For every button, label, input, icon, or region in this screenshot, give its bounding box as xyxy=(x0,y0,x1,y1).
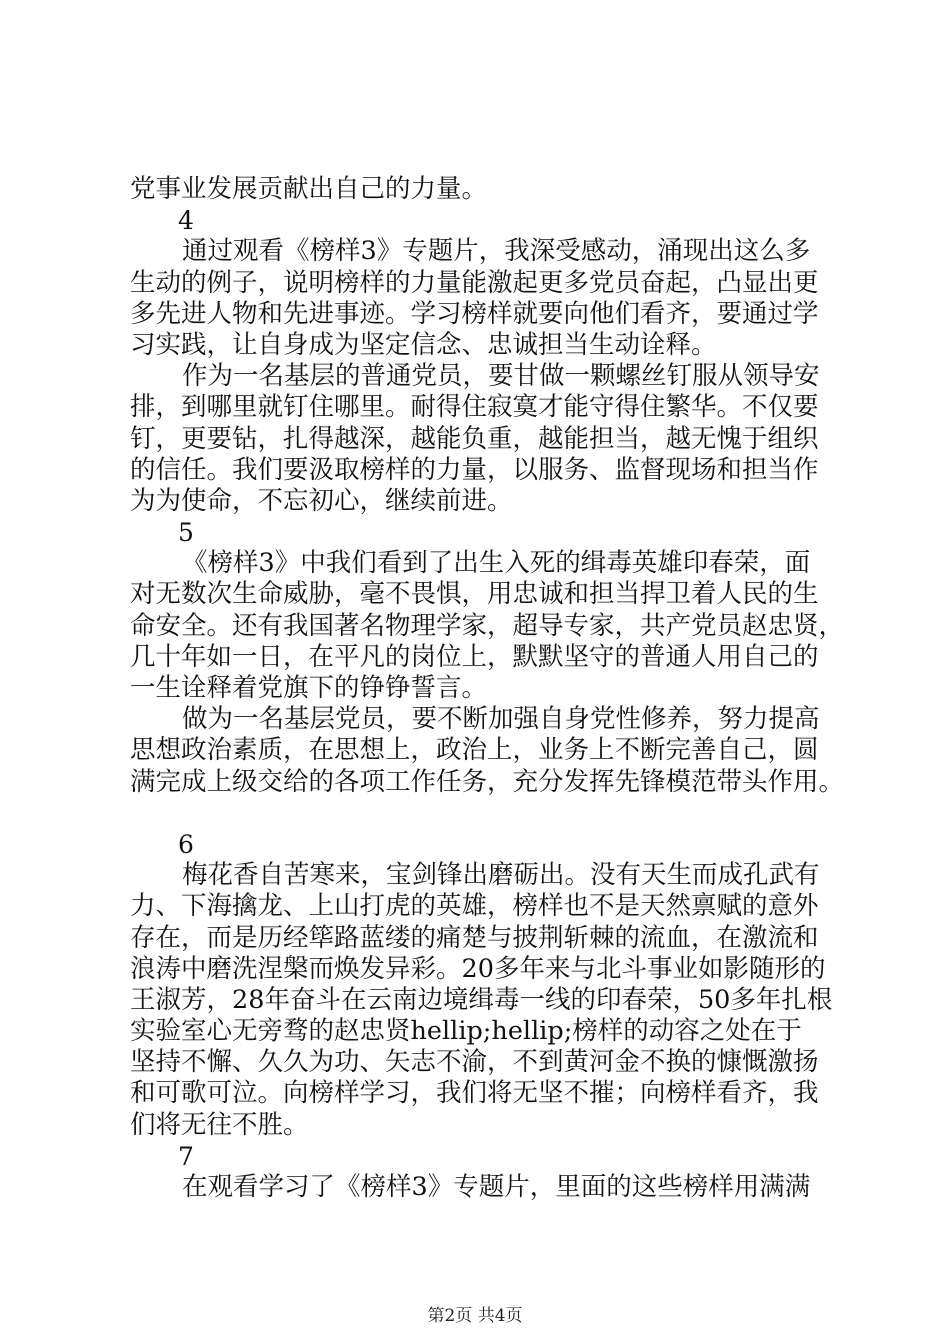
paragraph-line: 习实践，让自身成为坚定信念、忠诚担当生动诠释。 xyxy=(130,329,717,360)
paragraph-line: 钉，更要钻，扎得越深，越能负重，越能担当，越无愧于组织 xyxy=(130,423,819,454)
paragraph-line: 为为使命，不忘初心，继续前进。 xyxy=(130,485,513,516)
paragraph-line: 坚持不懈、久久为功、矢志不渝，不到黄河金不换的慷慨激扬 xyxy=(130,1047,819,1078)
section-number: 6 xyxy=(178,829,194,859)
paragraph-first-line: 做为一名基层党员，要不断加强自身党性修养，努力提高 xyxy=(182,704,820,735)
paragraph-line: 实验室心无旁骛的赵忠贤hellip;hellip;榜样的动容之处在于 xyxy=(130,1016,802,1047)
paragraph-line: 命安全。还有我国著名物理学家，超导专家，共产党员赵忠贤， xyxy=(130,610,845,641)
paragraph-line: 浪涛中磨洗涅槃而焕发异彩。20多年来与北斗事业如影随形的 xyxy=(130,953,826,984)
page-footer: 第2页 共4页 xyxy=(427,1306,523,1326)
paragraph-line: 多先进人物和先进事迹。学习榜样就要向他们看齐，要通过学 xyxy=(130,298,819,329)
section-number: 4 xyxy=(178,206,194,236)
document-body xyxy=(130,174,845,1203)
paragraph-line: 排，到哪里就钉住哪里。耐得住寂寞才能守得住繁华。不仅要 xyxy=(130,392,819,423)
paragraph-first-line: 通过观看《榜样3》专题片，我深受感动，涌现出这么多 xyxy=(182,236,811,267)
blank-line xyxy=(130,798,830,829)
paragraph-line: 满完成上级交给的各项工作任务，充分发挥先锋模范带头作用。 xyxy=(130,766,845,797)
paragraph-line: 存在，而是历经筚路蓝缕的痛楚与披荆斩棘的流血，在激流和 xyxy=(130,922,819,953)
section-number: 7 xyxy=(178,1141,194,1171)
paragraph-first-line: 梅花香自苦寒来，宝剑锋出磨砺出。没有天生而成孔武有 xyxy=(182,860,820,891)
paragraph-line: 和可歌可泣。向榜样学习，我们将无坚不摧；向榜样看齐，我 xyxy=(130,1078,819,1109)
paragraph-first-line: 《榜样3》中我们看到了出生入死的缉毒英雄印春荣，面 xyxy=(182,548,811,579)
paragraph-line: 们将无往不胜。 xyxy=(130,1109,309,1140)
paragraph-line: 生动的例子，说明榜样的力量能激起更多党员奋起，凸显出更 xyxy=(130,267,819,298)
paragraph-line: 党事业发展贡献出自己的力量。 xyxy=(130,174,488,204)
paragraph-line: 思想政治素质，在思想上，政治上，业务上不断完善自己，圆 xyxy=(130,735,819,766)
section-number: 5 xyxy=(178,518,194,548)
paragraph-first-line: 在观看学习了《榜样3》专题片，里面的这些榜样用满满 xyxy=(182,1172,811,1202)
paragraph-line: 一生诠释着党旗下的铮铮誓言。 xyxy=(130,673,488,703)
paragraph-line: 王淑芳，28年奋斗在云南边境缉毒一线的印春荣，50多年扎根 xyxy=(130,984,833,1015)
paragraph-line: 对无数次生命威胁，毫不畏惧，用忠诚和担当捍卫着人民的生 xyxy=(130,579,819,610)
paragraph-line: 几十年如一日，在平凡的岗位上，默默坚守的普通人用自己的 xyxy=(130,641,819,672)
paragraph-first-line: 作为一名基层的普通党员，要甘做一颗螺丝钉服从领导安 xyxy=(182,361,820,392)
paragraph-line: 力、下海擒龙、上山打虎的英雄，榜样也不是天然禀赋的意外 xyxy=(130,891,819,922)
paragraph-line: 的信任。我们要汲取榜样的力量，以服务、监督现场和担当作 xyxy=(130,454,819,485)
